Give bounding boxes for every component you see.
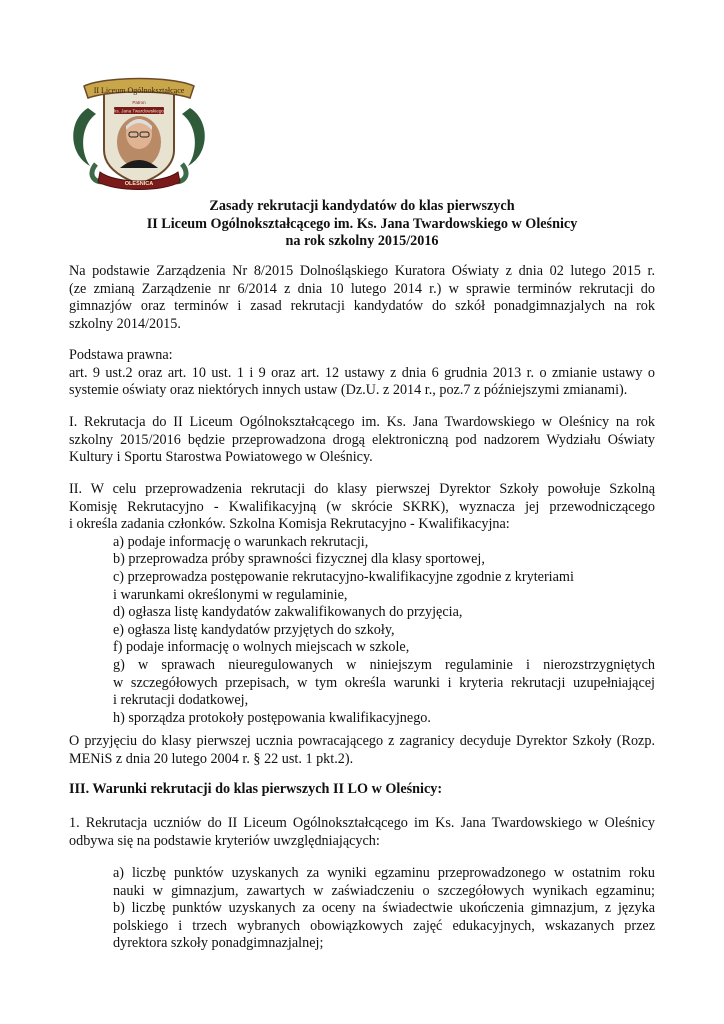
list-item: nauki w gimnazjum, zawartych w zaświadczeniu o szczegółowych wynikach egzaminu;	[113, 882, 655, 899]
right-ornament	[182, 108, 205, 166]
list-item: a) liczbę punktów uzyskanych za wyniki egzaminu przeprowadzonego w ostatnim roku	[113, 865, 655, 881]
list-item: h) sporządza protokoły postępowania kwalifikacyjnego.	[113, 709, 431, 726]
svg-text:Patron: Patron	[132, 100, 146, 105]
svg-text:ks. Jana Twardowskiego: ks. Jana Twardowskiego	[114, 108, 164, 114]
list-item: c) przeprowadza postępowanie rekrutacyjno-kwalifikacyjne zgodnie z kryteriami	[113, 568, 574, 585]
document-title	[69, 198, 655, 251]
list-item: a) podaje informację o warunkach rekrutacji,	[113, 533, 369, 550]
list-item: b) liczbę punktów uzyskanych za oceny na świadectwie ukończenia gimnazjum, z języka	[113, 900, 655, 917]
list-item: dyrektora szkoły ponadgimnazjalnej;	[113, 935, 324, 952]
list-item: i rekrutacji dodatkowej,	[113, 692, 249, 709]
commission-tasks-list	[69, 534, 655, 728]
title-line-1: Zasady rekrutacji kandydatów do klas pierwszych	[209, 198, 515, 214]
abroad-paragraph: O przyjęciu do klasy pierwszej ucznia powracającego z zagranicy decyduje Dyrektor Szkoły (Rozp. MENiS z dnia 20 lutego 2004 r. § 22 ust. 1 pkt.2).	[69, 733, 655, 767]
legal-basis: Podstawa prawna: art. 9 ust.2 oraz art. 10 ust. 1 i 9 oraz art. 12 ustawy z dnia 6 grudnia 2013 r. o zmianie ustawy o systemie oświaty oraz niektórych innych ustaw (Dz.U. z 2014 r., poz.7 z późniejszymi zmianami).	[69, 347, 655, 399]
left-ornament	[73, 108, 96, 166]
list-item: b) przeprowadza próby sprawności fizycznej dla klasy sportowej,	[113, 551, 485, 568]
list-item: e) ogłasza listę kandydatów przyjętych do szkoły,	[113, 621, 395, 638]
title-line-3: na rok szkolny 2015/2016	[285, 233, 439, 250]
svg-text:OLEŚNICA: OLEŚNICA	[124, 181, 154, 187]
school-logo	[66, 68, 212, 196]
list-item: w szczegółowych przepisach, w tym określa warunki i kryteria rekrutacji uzupełniającej	[113, 674, 655, 691]
title-line-2: II Liceum Ogólnokształcącego im. Ks. Jana Twardowskiego w Oleśnicy	[146, 215, 578, 232]
section-1: I. Rekrutacja do II Liceum Ogólnokształcącego im. Ks. Jana Twardowskiego w Oleśnicy na rok szkolny 2015/2016 będzie przeprowadzona drogą elektroniczną pod nadzorem Wydziału Oświaty Kultury i Sportu Starostwa Powiatowego w Oleśnicy.	[69, 414, 655, 466]
intro-paragraph: Na podstawie Zarządzenia Nr 8/2015 Dolnośląskiego Kuratora Oświaty z dnia 02 lutego 2015 r. (ze zmianą Zarządzenie nr 6/2014 z dnia 10 lutego 2014 r.) w sprawie terminów rekrutacji do gimnazjów oraz terminów i zasad rekrutacji kandydatów do szkół ponadgimnazjalych na rok szkolny 2014/2015.	[69, 263, 655, 332]
section-3-paragraph: 1. Rekrutacja uczniów do II Liceum Ogólnokształcącego im Ks. Jana Twardowskiego w Oleśnicy odbywa się na podstawie kryteriów uwzględniających:	[69, 815, 655, 849]
svg-text:II Liceum Ogólnokształcące: II Liceum Ogólnokształcące	[93, 86, 185, 95]
criteria-list	[69, 865, 655, 953]
section-3-heading: III. Warunki rekrutacji do klas pierwszych II LO w Oleśnicy:	[69, 781, 443, 797]
list-item: f) podaje informację o wolnych miejscach w szkole,	[113, 639, 410, 656]
section-2: II. W celu przeprowadzenia rekrutacji do klasy pierwszej Dyrektor Szkoły powołuje Szkolną Komisję Rekrutacyjno - Kwalifikacyjną (w skrócie SKRK), wyznacza jej przewodniczącego i określa zadania członków. Szkolna Komisja Rekrutacyjno - Kwalifikacyjna: a) podaje informację o warunkach rekrutacji, b) przeprowadza próby sprawności fizycznej dla klasy sportowej, c) przeprowadza postępowanie rekrutacyjno-kwalifikacyjne zgodnie z kryteriami i warunkami określonymi w regulaminie, d) ogłasza listę kandydatów zakwalifikowanych do przyjęcia, e) ogłasza listę kandydatów przyjętych do szkoły, f) podaje informację o wolnych miejscach w szkole, g) w sprawach nieuregulowanych w niniejszym regulaminie i nierozstrzygniętych w szczegółowych przepisach, w tym określa warunki i kryteria rekrutacji uzupełniającej i rekrutacji dodatkowej, h) sporządza protokoły postępowania kwalifikacyjnego.	[69, 481, 655, 726]
list-item: g) w sprawach nieuregulowanych w niniejszym regulaminie i nierozstrzygniętych	[113, 656, 655, 673]
list-item: i warunkami określonymi w regulaminie,	[113, 586, 348, 603]
legal-heading: Podstawa prawna:	[69, 347, 173, 363]
list-item: d) ogłasza listę kandydatów zakwalifikowanych do przyjęcia,	[113, 604, 463, 621]
list-item: polskiego i trzech wybranych obowiązkowych zajęć edukacyjnych, wskazanych przez	[113, 917, 655, 934]
